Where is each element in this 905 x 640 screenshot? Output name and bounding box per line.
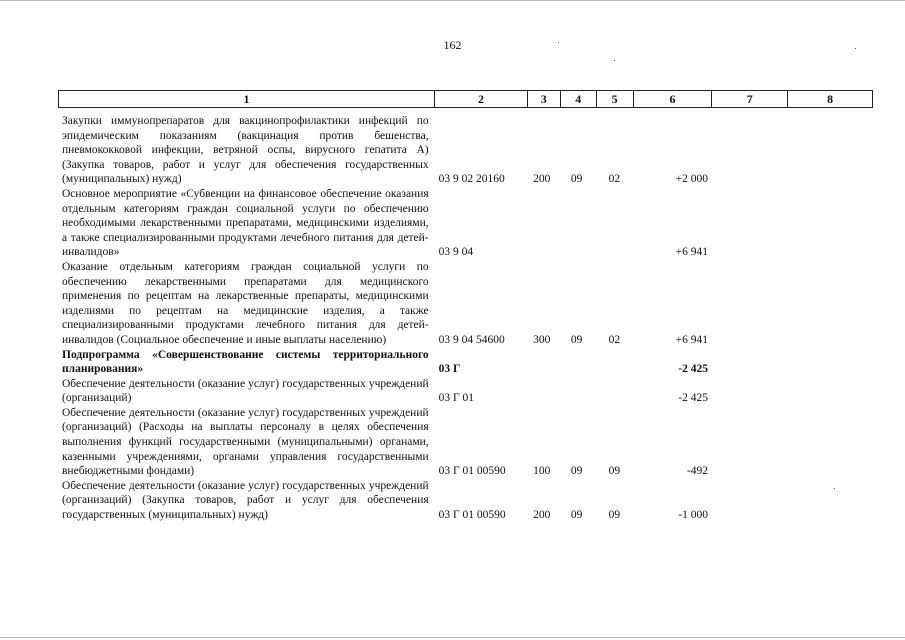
header-col-2: 2: [435, 91, 528, 107]
scan-bottom-edge: [0, 637, 905, 638]
row-description: Основное мероприятие «Субвенции на финансовое обеспечение оказания отдельным категориям граждан социальной услуги по обеспечению необходимыми лекарственными препаратами, медицинскими изделиями, а также специализированными продуктами лечебного питания для детей-инвалидов»: [62, 187, 429, 259]
row-expense-type: 300: [533, 333, 551, 346]
table-row: [62, 114, 873, 187]
row-description: Закупки иммунопрепаратов для вакцинопрофилактики инфекций по эпидемическим показаниям (вакцинация против бешенства, пневмококковой инфекции, ветряной оспы, вирусного гепатита А) (Закупка товаров, работ и услуг для обеспечения государственных (муниципальных) нужд): [62, 115, 429, 186]
header-col-5: 5: [597, 91, 634, 107]
scan-speck: [834, 488, 835, 489]
row-section: 09: [570, 333, 583, 346]
table-row: [62, 479, 873, 523]
row-amount: -1 000: [678, 509, 709, 522]
row-subsection: 09: [608, 465, 621, 478]
header-col-3: 3: [528, 91, 561, 107]
row-code: 03 9 04 54600: [438, 333, 505, 346]
row-code: 03 Г: [438, 363, 461, 376]
row-expense-type: 200: [533, 509, 551, 522]
table-row: [62, 406, 873, 479]
row-description: Обеспечение деятельности (оказание услуг) государственных учреждений (организаций) (Расходы на выплаты персоналу в целях обеспечения выполнения функций государственными (муниципальными) органами, казенными учреждениями, органами управления государственными внебюджетными фондами): [62, 406, 429, 478]
header-col-1: 1: [59, 91, 435, 107]
row-code: 03 Г 01 00590: [438, 465, 506, 478]
row-subsection: 02: [608, 333, 621, 346]
row-amount: -492: [686, 465, 709, 478]
row-code: 03 Г 01 00590: [438, 509, 506, 522]
row-code: 03 9 04: [438, 246, 474, 259]
row-section: 09: [570, 509, 583, 522]
header-col-4: 4: [561, 91, 597, 107]
row-subsection: 02: [608, 173, 621, 186]
page-number: 162: [443, 38, 462, 52]
scan-top-edge: [0, 0, 905, 1]
row-amount: -2 425: [678, 392, 709, 405]
scan-speck: [855, 48, 856, 49]
row-description: Обеспечение деятельности (оказание услуг) государственных учреждений (организаций) (Закупка товаров, работ и услуг для обеспечения государственных (муниципальных) нужд): [62, 479, 429, 522]
scan-speck: [614, 60, 615, 61]
row-description: Оказание отдельным категориям граждан социальной услуги по обеспечению лекарственными препаратами для медицинского применения по рецептам на лекарственные препараты, медицинскими изделиями по рецептам на медицинские изделия, а также специализированными продуктами лечебного питания для детей-инвалидов (Социальное обеспечение и иные выплаты населению): [62, 260, 429, 346]
row-description: Подпрограмма «Совершенствование системы территориального планирования»: [62, 348, 429, 376]
row-description: Обеспечение деятельности (оказание услуг) государственных учреждений (организаций): [62, 377, 429, 405]
row-section: 09: [570, 173, 583, 186]
row-code: 03 Г 01: [438, 392, 475, 405]
row-amount: +6 941: [675, 246, 709, 259]
table-row: [62, 377, 873, 406]
table-row: [62, 187, 873, 260]
table-row: [62, 260, 873, 348]
row-amount: -2 425: [678, 363, 709, 376]
row-expense-type: 200: [533, 173, 551, 186]
row-subsection: 09: [608, 509, 621, 522]
row-expense-type: 100: [533, 465, 551, 478]
row-code: 03 9 02 20160: [438, 173, 505, 186]
table-header-row: [58, 90, 873, 108]
row-section: 09: [570, 465, 583, 478]
header-col-8: 8: [827, 92, 834, 106]
table-body: [62, 114, 873, 523]
scan-speck: [558, 42, 559, 43]
row-amount: +6 941: [675, 333, 709, 346]
table-row-subprogram: [62, 348, 873, 377]
header-col-6: 6: [634, 91, 713, 107]
header-col-7: 7: [712, 91, 788, 107]
row-amount: +2 000: [675, 173, 709, 186]
